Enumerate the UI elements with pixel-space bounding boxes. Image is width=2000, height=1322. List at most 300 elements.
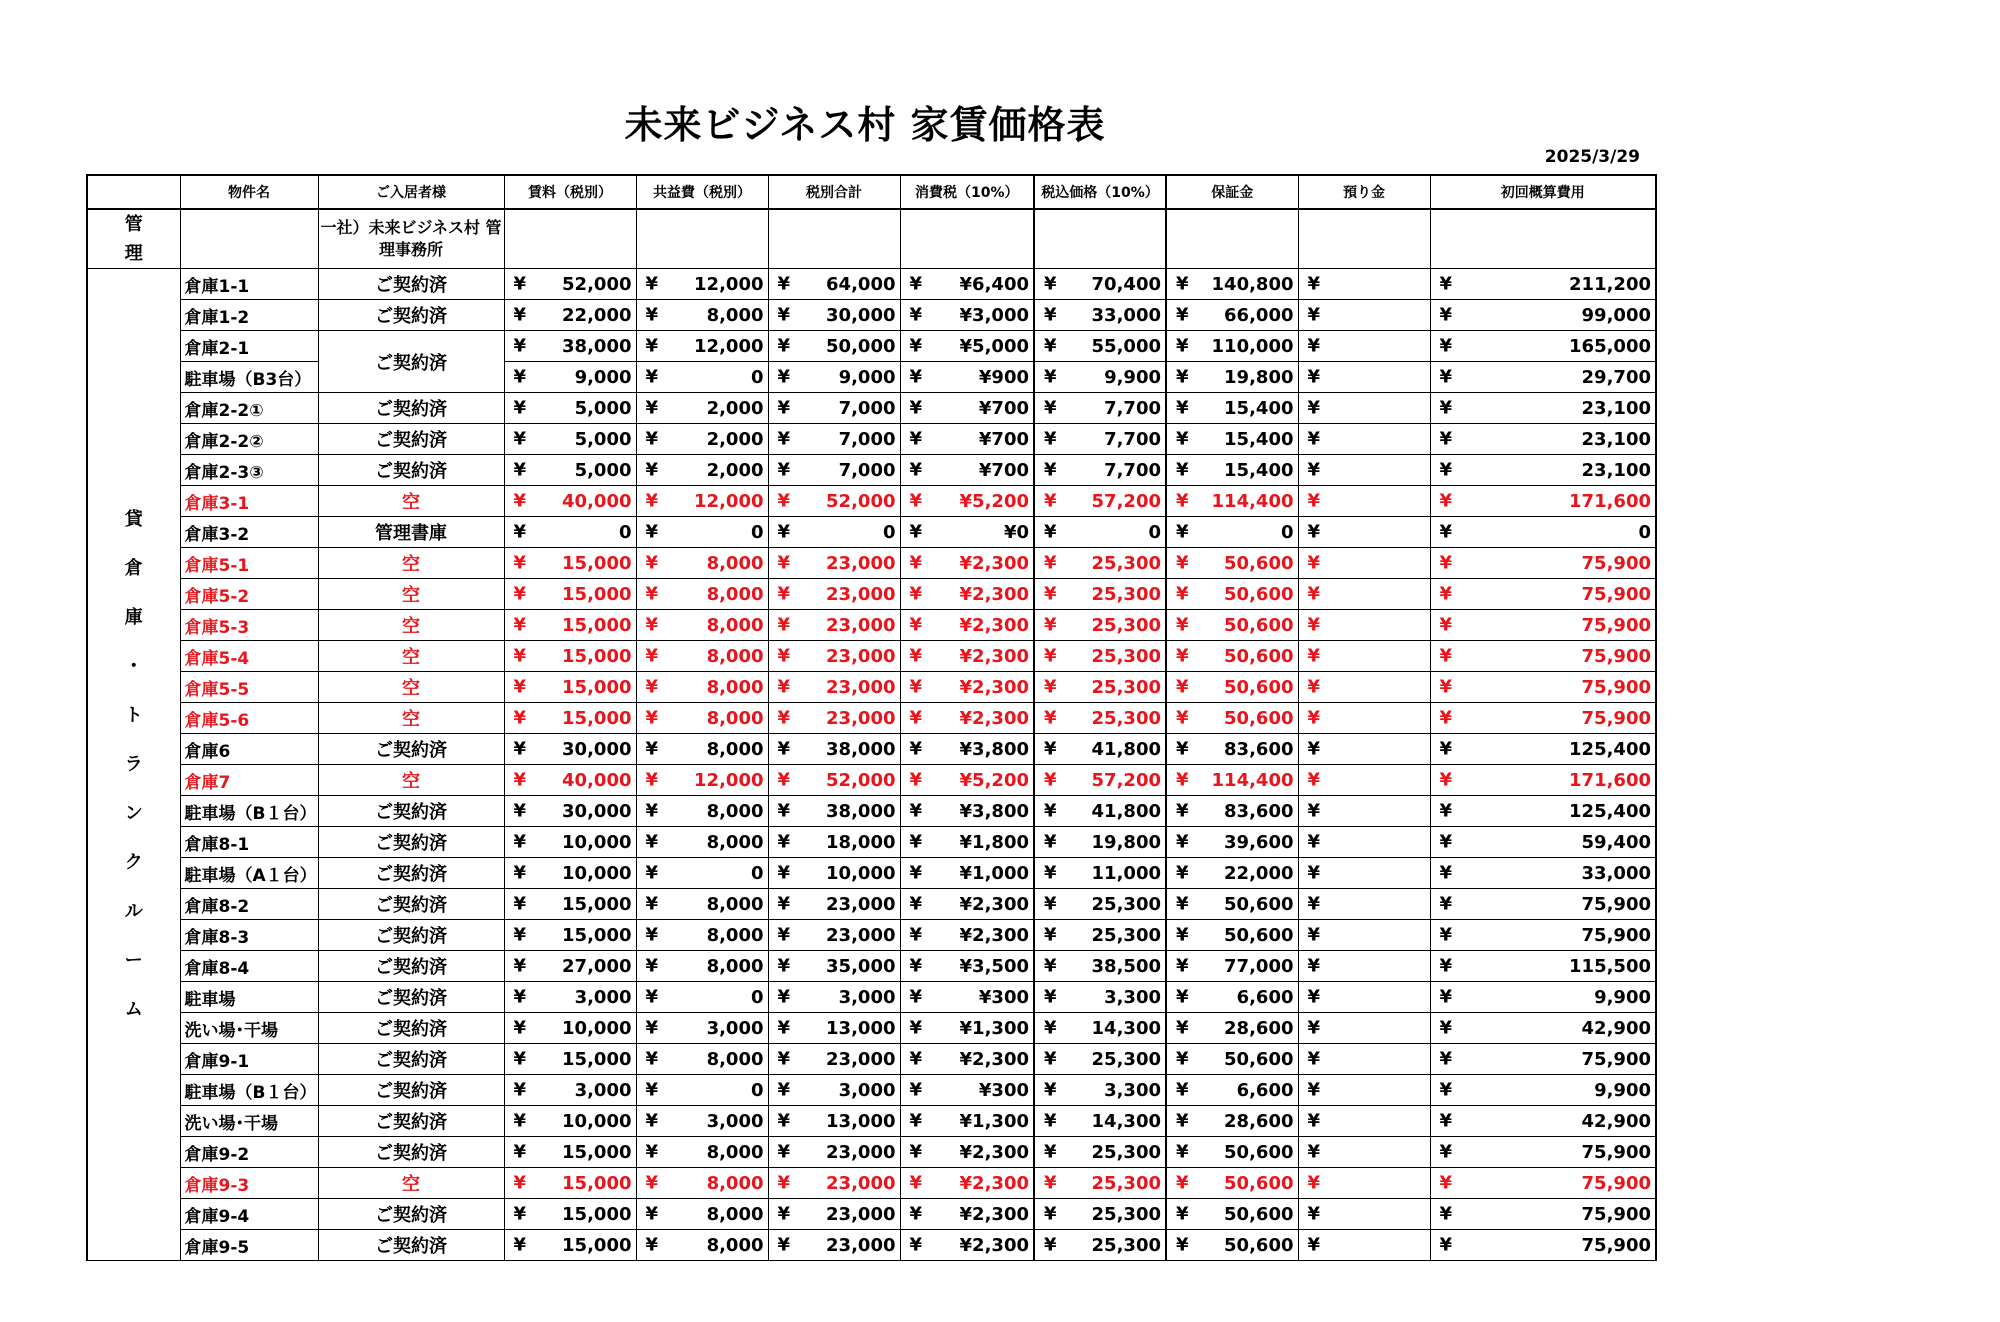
tax-value: ¥2,300 <box>959 893 1029 915</box>
yen-sign: ¥ <box>1044 955 1057 977</box>
yen-sign: ¥ <box>1307 769 1321 791</box>
property-name: 倉庫5-6 <box>180 703 318 734</box>
deposit-cell <box>1166 672 1298 703</box>
deposit-value: 15,400 <box>1224 397 1294 419</box>
rent-value: 30,000 <box>562 738 632 760</box>
deposit-cell <box>1166 1075 1298 1106</box>
deposit-value: 50,600 <box>1224 1172 1294 1194</box>
tenant-status: 管理書庫 <box>318 517 504 548</box>
deposit-value: 50,600 <box>1224 893 1294 915</box>
property-name: 倉庫1-2 <box>180 300 318 331</box>
management-property <box>180 209 318 269</box>
yen-sign: ¥ <box>1044 1110 1057 1132</box>
common-fee-cell <box>636 1013 768 1044</box>
table-row <box>87 641 1656 672</box>
deposit-value: 114,400 <box>1211 769 1294 791</box>
yen-sign: ¥ <box>1176 1017 1189 1039</box>
subtotal-cell <box>768 889 900 920</box>
header-row <box>87 175 1656 209</box>
yen-sign: ¥ <box>909 552 923 574</box>
header-total: 税込価格（10%） <box>1034 175 1166 209</box>
table-row <box>87 920 1656 951</box>
yen-sign: ¥ <box>1044 304 1057 326</box>
yen-sign: ¥ <box>513 1234 527 1256</box>
yen-sign: ¥ <box>1307 614 1321 636</box>
held-cell <box>1298 734 1430 765</box>
yen-sign: ¥ <box>1176 955 1189 977</box>
header-property: 物件名 <box>180 175 318 209</box>
total-cell <box>1034 362 1166 393</box>
yen-sign: ¥ <box>777 893 791 915</box>
total-value: 3,300 <box>1104 1079 1161 1101</box>
yen-sign: ¥ <box>909 955 923 977</box>
yen-sign: ¥ <box>513 552 527 574</box>
tax-cell <box>900 1013 1034 1044</box>
tax-value: ¥3,800 <box>959 738 1029 760</box>
tax-value: ¥5,200 <box>959 769 1029 791</box>
property-name: 駐車場（B3台） <box>180 362 318 393</box>
subtotal-value: 3,000 <box>838 986 896 1008</box>
common-fee-value: 8,000 <box>706 707 764 729</box>
yen-sign: ¥ <box>1044 1017 1057 1039</box>
yen-sign: ¥ <box>1176 893 1189 915</box>
initial-value: 23,100 <box>1581 459 1651 481</box>
yen-sign: ¥ <box>1044 428 1057 450</box>
rent-value: 5,000 <box>574 397 632 419</box>
initial-cell <box>1430 331 1656 362</box>
tax-cell <box>900 269 1034 300</box>
total-cell <box>1034 579 1166 610</box>
subtotal-value: 13,000 <box>826 1110 896 1132</box>
tax-cell <box>900 1168 1034 1199</box>
common-fee-cell <box>636 610 768 641</box>
yen-sign: ¥ <box>513 955 527 977</box>
property-name: 駐車場（B１台） <box>180 1075 318 1106</box>
tenant-status: 空 <box>318 765 504 796</box>
common-fee-value: 8,000 <box>706 1048 764 1070</box>
tax-cell <box>900 1230 1034 1261</box>
held-cell <box>1298 424 1430 455</box>
deposit-cell <box>1166 1199 1298 1230</box>
table-row <box>87 1044 1656 1075</box>
common-fee-value: 8,000 <box>706 738 764 760</box>
subtotal-cell <box>768 579 900 610</box>
tenant-status: ご契約済 <box>318 796 504 827</box>
subtotal-value: 23,000 <box>826 645 896 667</box>
yen-sign: ¥ <box>1044 552 1057 574</box>
rent-cell <box>504 1137 636 1168</box>
yen-sign: ¥ <box>1439 924 1453 946</box>
yen-sign: ¥ <box>1176 583 1189 605</box>
yen-sign: ¥ <box>513 738 527 760</box>
yen-sign: ¥ <box>1044 366 1057 388</box>
tax-cell <box>900 734 1034 765</box>
yen-sign: ¥ <box>909 707 923 729</box>
initial-value: 99,000 <box>1581 304 1651 326</box>
tax-cell <box>900 486 1034 517</box>
subtotal-value: 3,000 <box>838 1079 896 1101</box>
yen-sign: ¥ <box>777 1048 791 1070</box>
common-fee-value: 0 <box>750 366 764 388</box>
tax-value: ¥5,000 <box>959 335 1029 357</box>
yen-sign: ¥ <box>777 1234 791 1256</box>
yen-sign: ¥ <box>1176 428 1189 450</box>
total-cell <box>1034 1137 1166 1168</box>
yen-sign: ¥ <box>1307 1141 1321 1163</box>
yen-sign: ¥ <box>513 1172 527 1194</box>
total-cell <box>1034 672 1166 703</box>
total-value: 7,700 <box>1104 428 1161 450</box>
deposit-cell <box>1166 827 1298 858</box>
yen-sign: ¥ <box>1044 893 1057 915</box>
yen-sign: ¥ <box>1307 1110 1321 1132</box>
management-initial <box>1430 209 1656 269</box>
subtotal-value: 38,000 <box>826 738 896 760</box>
rent-value: 5,000 <box>574 428 632 450</box>
tenant-status: 空 <box>318 703 504 734</box>
subtotal-cell <box>768 672 900 703</box>
common-fee-cell <box>636 331 768 362</box>
tax-cell <box>900 920 1034 951</box>
subtotal-value: 64,000 <box>826 273 896 295</box>
subtotal-value: 50,000 <box>826 335 896 357</box>
held-cell <box>1298 1044 1430 1075</box>
subtotal-value: 23,000 <box>826 552 896 574</box>
common-fee-cell <box>636 424 768 455</box>
total-cell <box>1034 610 1166 641</box>
yen-sign: ¥ <box>909 1048 923 1070</box>
deposit-value: 66,000 <box>1224 304 1294 326</box>
tax-cell <box>900 1199 1034 1230</box>
initial-cell <box>1430 796 1656 827</box>
yen-sign: ¥ <box>777 707 791 729</box>
rent-cell <box>504 455 636 486</box>
yen-sign: ¥ <box>1044 738 1057 760</box>
yen-sign: ¥ <box>777 552 791 574</box>
total-cell <box>1034 1075 1166 1106</box>
management-tenant: 一社）未来ビジネス村 管理事務所 <box>318 209 504 269</box>
initial-value: 75,900 <box>1581 614 1651 636</box>
management-rent <box>504 209 636 269</box>
yen-sign: ¥ <box>513 831 527 853</box>
common-fee-cell <box>636 858 768 889</box>
deposit-value: 50,600 <box>1224 1048 1294 1070</box>
subtotal-cell <box>768 641 900 672</box>
rent-cell <box>504 579 636 610</box>
deposit-value: 39,600 <box>1224 831 1294 853</box>
yen-sign: ¥ <box>1044 1141 1057 1163</box>
held-cell <box>1298 641 1430 672</box>
common-fee-value: 8,000 <box>706 676 764 698</box>
total-value: 25,300 <box>1091 676 1161 698</box>
table-row <box>87 579 1656 610</box>
deposit-cell <box>1166 548 1298 579</box>
common-fee-cell <box>636 827 768 858</box>
table-row <box>87 765 1656 796</box>
yen-sign: ¥ <box>645 583 659 605</box>
yen-sign: ¥ <box>909 769 923 791</box>
rent-cell <box>504 982 636 1013</box>
yen-sign: ¥ <box>909 614 923 636</box>
rent-value: 52,000 <box>562 273 632 295</box>
tax-cell <box>900 1075 1034 1106</box>
initial-cell <box>1430 517 1656 548</box>
table-row <box>87 703 1656 734</box>
category-management-vertical: 管 理 <box>124 214 143 264</box>
total-cell <box>1034 858 1166 889</box>
tax-value: ¥2,300 <box>959 924 1029 946</box>
yen-sign: ¥ <box>1307 521 1321 543</box>
table-row <box>87 827 1656 858</box>
yen-sign: ¥ <box>777 1141 791 1163</box>
total-value: 57,200 <box>1091 769 1161 791</box>
tax-value: ¥900 <box>978 366 1029 388</box>
yen-sign: ¥ <box>1307 676 1321 698</box>
initial-cell <box>1430 300 1656 331</box>
subtotal-value: 23,000 <box>826 707 896 729</box>
tax-value: ¥700 <box>978 459 1029 481</box>
tax-value: ¥2,300 <box>959 583 1029 605</box>
deposit-cell <box>1166 610 1298 641</box>
initial-value: 125,400 <box>1569 800 1651 822</box>
initial-value: 75,900 <box>1581 1203 1651 1225</box>
initial-cell <box>1430 920 1656 951</box>
yen-sign: ¥ <box>777 955 791 977</box>
yen-sign: ¥ <box>909 397 923 419</box>
yen-sign: ¥ <box>1176 862 1189 884</box>
header-deposit: 保証金 <box>1166 175 1298 209</box>
deposit-value: 0 <box>1280 521 1294 543</box>
total-cell <box>1034 517 1166 548</box>
subtotal-value: 23,000 <box>826 1141 896 1163</box>
rent-value: 40,000 <box>562 769 632 791</box>
initial-value: 171,600 <box>1569 769 1651 791</box>
yen-sign: ¥ <box>1439 1048 1453 1070</box>
subtotal-value: 0 <box>882 521 896 543</box>
initial-cell <box>1430 951 1656 982</box>
initial-value: 42,900 <box>1581 1017 1651 1039</box>
subtotal-value: 7,000 <box>838 459 896 481</box>
property-name: 倉庫7 <box>180 765 318 796</box>
tax-cell <box>900 1106 1034 1137</box>
deposit-value: 50,600 <box>1224 707 1294 729</box>
yen-sign: ¥ <box>777 273 791 295</box>
tax-cell <box>900 548 1034 579</box>
subtotal-value: 23,000 <box>826 1172 896 1194</box>
rent-cell <box>504 1013 636 1044</box>
common-fee-cell <box>636 517 768 548</box>
property-name: 倉庫9-3 <box>180 1168 318 1199</box>
yen-sign: ¥ <box>1044 521 1057 543</box>
subtotal-value: 38,000 <box>826 800 896 822</box>
held-cell <box>1298 331 1430 362</box>
yen-sign: ¥ <box>645 862 659 884</box>
tax-value: ¥2,300 <box>959 1234 1029 1256</box>
yen-sign: ¥ <box>1044 614 1057 636</box>
tenant-status: ご契約済 <box>318 734 504 765</box>
total-value: 41,800 <box>1091 800 1161 822</box>
total-cell <box>1034 393 1166 424</box>
rent-value: 15,000 <box>562 676 632 698</box>
yen-sign: ¥ <box>513 490 527 512</box>
initial-value: 75,900 <box>1581 1141 1651 1163</box>
yen-sign: ¥ <box>1044 707 1057 729</box>
total-cell <box>1034 1044 1166 1075</box>
yen-sign: ¥ <box>1044 490 1057 512</box>
property-name: 倉庫9-2 <box>180 1137 318 1168</box>
yen-sign: ¥ <box>1176 459 1189 481</box>
tenant-status: ご契約済 <box>318 331 504 393</box>
initial-value: 75,900 <box>1581 552 1651 574</box>
table-row <box>87 1199 1656 1230</box>
rent-cell <box>504 734 636 765</box>
subtotal-cell <box>768 1199 900 1230</box>
common-fee-value: 8,000 <box>706 645 764 667</box>
common-fee-value: 8,000 <box>706 1203 764 1225</box>
tax-cell <box>900 641 1034 672</box>
common-fee-cell <box>636 796 768 827</box>
tax-cell <box>900 672 1034 703</box>
common-fee-value: 2,000 <box>706 459 764 481</box>
held-cell <box>1298 1075 1430 1106</box>
tax-value: ¥300 <box>978 1079 1029 1101</box>
deposit-cell <box>1166 269 1298 300</box>
yen-sign: ¥ <box>1307 1048 1321 1070</box>
property-name: 倉庫5-3 <box>180 610 318 641</box>
tax-cell <box>900 1137 1034 1168</box>
yen-sign: ¥ <box>1176 1203 1189 1225</box>
common-fee-value: 8,000 <box>706 924 764 946</box>
property-name: 駐車場 <box>180 982 318 1013</box>
rent-value: 15,000 <box>562 1234 632 1256</box>
yen-sign: ¥ <box>1439 335 1453 357</box>
held-cell <box>1298 579 1430 610</box>
subtotal-cell <box>768 269 900 300</box>
table-row <box>87 951 1656 982</box>
yen-sign: ¥ <box>1176 1172 1189 1194</box>
subtotal-cell <box>768 393 900 424</box>
yen-sign: ¥ <box>645 800 659 822</box>
tenant-status: 空 <box>318 641 504 672</box>
yen-sign: ¥ <box>645 428 659 450</box>
rent-value: 15,000 <box>562 1048 632 1070</box>
yen-sign: ¥ <box>909 366 923 388</box>
yen-sign: ¥ <box>1176 397 1189 419</box>
yen-sign: ¥ <box>513 397 527 419</box>
deposit-cell <box>1166 455 1298 486</box>
total-cell <box>1034 424 1166 455</box>
yen-sign: ¥ <box>777 459 791 481</box>
property-name: 倉庫3-2 <box>180 517 318 548</box>
yen-sign: ¥ <box>645 552 659 574</box>
yen-sign: ¥ <box>1176 676 1189 698</box>
deposit-cell <box>1166 486 1298 517</box>
rent-value: 30,000 <box>562 800 632 822</box>
rent-cell <box>504 548 636 579</box>
tax-value: ¥2,300 <box>959 645 1029 667</box>
yen-sign: ¥ <box>513 1141 527 1163</box>
yen-sign: ¥ <box>1176 273 1189 295</box>
yen-sign: ¥ <box>513 1203 527 1225</box>
yen-sign: ¥ <box>1439 583 1453 605</box>
held-cell <box>1298 610 1430 641</box>
yen-sign: ¥ <box>1176 800 1189 822</box>
property-name: 倉庫5-2 <box>180 579 318 610</box>
table-row <box>87 269 1656 300</box>
initial-cell <box>1430 889 1656 920</box>
yen-sign: ¥ <box>1176 924 1189 946</box>
subtotal-value: 23,000 <box>826 614 896 636</box>
management-held <box>1298 209 1430 269</box>
initial-value: 59,400 <box>1581 831 1651 853</box>
yen-sign: ¥ <box>777 862 791 884</box>
yen-sign: ¥ <box>777 738 791 760</box>
table-row <box>87 300 1656 331</box>
held-cell <box>1298 796 1430 827</box>
common-fee-cell <box>636 486 768 517</box>
rent-value: 15,000 <box>562 552 632 574</box>
yen-sign: ¥ <box>1439 769 1453 791</box>
rent-cell <box>504 1044 636 1075</box>
initial-value: 75,900 <box>1581 583 1651 605</box>
yen-sign: ¥ <box>1044 924 1057 946</box>
yen-sign: ¥ <box>909 304 923 326</box>
common-fee-value: 0 <box>750 862 764 884</box>
yen-sign: ¥ <box>777 583 791 605</box>
common-fee-cell <box>636 703 768 734</box>
rent-value: 5,000 <box>574 459 632 481</box>
subtotal-value: 23,000 <box>826 676 896 698</box>
yen-sign: ¥ <box>1439 676 1453 698</box>
tax-cell <box>900 951 1034 982</box>
yen-sign: ¥ <box>1439 955 1453 977</box>
rent-value: 38,000 <box>562 335 632 357</box>
initial-cell <box>1430 641 1656 672</box>
header-tenant: ご入居者様 <box>318 175 504 209</box>
table-row <box>87 889 1656 920</box>
common-fee-value: 8,000 <box>706 1141 764 1163</box>
header-tax: 消費税（10%） <box>900 175 1034 209</box>
yen-sign: ¥ <box>1176 645 1189 667</box>
deposit-value: 6,600 <box>1236 986 1294 1008</box>
total-value: 25,300 <box>1091 924 1161 946</box>
tax-value: ¥3,800 <box>959 800 1029 822</box>
total-value: 25,300 <box>1091 707 1161 729</box>
yen-sign: ¥ <box>513 614 527 636</box>
held-cell <box>1298 455 1430 486</box>
yen-sign: ¥ <box>1307 707 1321 729</box>
tax-cell <box>900 424 1034 455</box>
tenant-status: ご契約済 <box>318 424 504 455</box>
deposit-value: 15,400 <box>1224 428 1294 450</box>
deposit-cell <box>1166 1106 1298 1137</box>
yen-sign: ¥ <box>1307 955 1321 977</box>
property-name: 倉庫5-5 <box>180 672 318 703</box>
yen-sign: ¥ <box>645 521 659 543</box>
tax-cell <box>900 393 1034 424</box>
held-cell <box>1298 362 1430 393</box>
total-cell <box>1034 827 1166 858</box>
tenant-status: ご契約済 <box>318 269 504 300</box>
total-value: 25,300 <box>1091 893 1161 915</box>
yen-sign: ¥ <box>645 459 659 481</box>
rent-value: 10,000 <box>562 1017 632 1039</box>
yen-sign: ¥ <box>1307 1234 1321 1256</box>
yen-sign: ¥ <box>909 1234 923 1256</box>
rent-value: 15,000 <box>562 1172 632 1194</box>
tenant-status: ご契約済 <box>318 393 504 424</box>
yen-sign: ¥ <box>909 1141 923 1163</box>
